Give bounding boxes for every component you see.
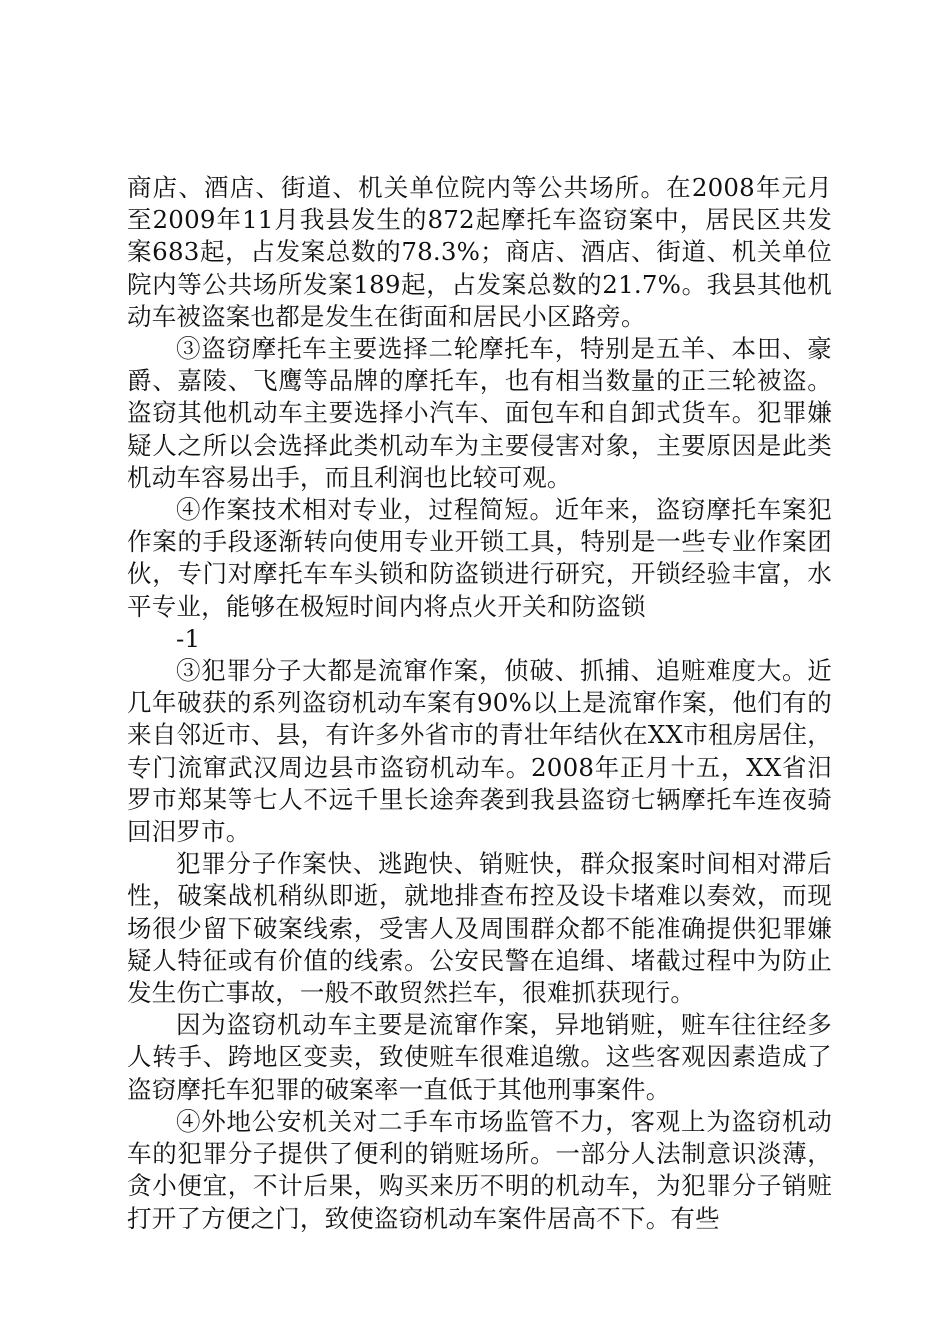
paragraph-roving-crime: ③犯罪分子大都是流窜作案，侦破、抓捕、追赃难度大。近几年破获的系列盗窃机动车案有90%以上是流窜作案，他们有的来自邻近市、县，有许多外省市的青壮年结伙在XX市租房居住，专门流窜武汉周边县市盗窃机动车。2008年正月十五，XX省汨罗市郑某等七人不远千里长途奔袭到我县盗窃七辆摩托车连夜骑回汨罗市。	[127, 656, 832, 847]
page-number: -1	[176, 623, 201, 653]
document-body	[127, 172, 832, 1235]
paragraph-used-car-market: ④外地公安机关对二手车市场监管不力，客观上为盗窃机动车的犯罪分子提供了便利的销赃场所。一部分人法制意识淡薄，贪小便宜，不计后果，购买来历不明的机动车，为犯罪分子销赃打开了方便之门，致使盗窃机动车案件居高不下。有些	[127, 1106, 832, 1233]
paragraph-fast-escape: 犯罪分子作案快、逃跑快、销赃快，群众报案时间相对滞后性，破案战机稍纵即逝，就地排查布控及设卡堵难以奏效，而现场很少留下破案线索，受害人及周围群众都不能准确提供犯罪嫌疑人特征或有价值的线索。公安民警在追缉、堵截过程中为防止发生伤亡事故，一般不敢贸然拦车，很难抓获现行。	[127, 849, 832, 1008]
paragraph-professional-technique: ④作案技术相对专业，过程简短。近年来，盗窃摩托车案犯作案的手段逐渐转向使用专业开锁工具，特别是一些专业作案团伙，专门对摩托车车头锁和防盗锁进行研究，开锁经验丰富，水平专业，能够在极短时间内将点火开关和防盗锁	[127, 495, 832, 621]
paragraph-target-vehicles: ③盗窃摩托车主要选择二轮摩托车，特别是五羊、本田、豪爵、嘉陵、飞鹰等品牌的摩托车，也有相当数量的正三轮被盗。盗窃其他机动车主要选择小汽车、面包车和自卸式货车。犯罪嫌疑人之所以会选择此类机动车为主要侵害对象，主要原因是此类机动车容易出手，而且利润也比较可观。	[127, 334, 832, 492]
paragraph-public-places: 商店、酒店、街道、机关单位院内等公共场所。在2008年元月至2009年11月我县发生的872起摩托车盗窃案中，居民区共发案683起，占发案总数的78.3%；商店、酒店、街道、机关单位院内等公共场所发案189起，占发案总数的21.7%。我县其他机动车被盗案也都是发生在街面和居民小区路旁。	[127, 173, 832, 331]
paragraph-stolen-recovery: 因为盗窃机动车主要是流窜作案，异地销赃，赃车往往经多人转手、跨地区变卖，致使赃车很难追缴。这些客观因素造成了盗窃摩托车犯罪的破案率一直低于其他刑事案件。	[127, 1010, 832, 1104]
